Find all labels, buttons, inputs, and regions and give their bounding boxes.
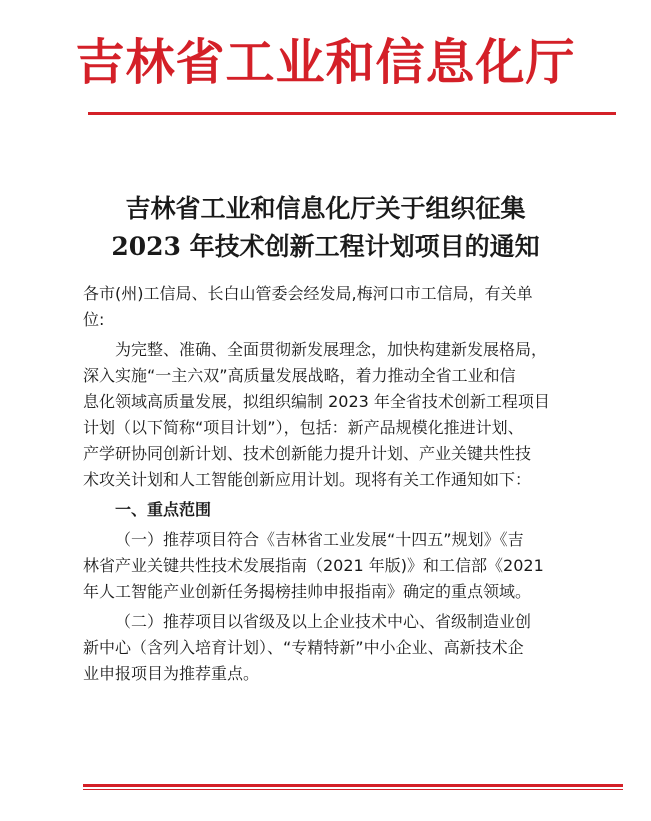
footer-red-double-rule (83, 784, 623, 789)
intro-line: 术攻关计划和人工智能创新应用计划。现将有关工作通知如下： (83, 470, 532, 489)
addressee-paragraph (83, 281, 623, 333)
addressee-line: 位: (83, 310, 105, 329)
masthead-red-rule (88, 112, 616, 115)
section-heading: 一、重点范围 (115, 500, 212, 519)
footer-rule-thin (83, 789, 623, 790)
item-1-paragraph (83, 527, 623, 605)
item-1-line: 年人工智能产业创新任务揭榜挂帅申报指南》确定的重点领域。 (83, 582, 532, 601)
intro-line: 产学研协同创新计划、技术创新能力提升计划、产业关键共性技 (83, 444, 532, 463)
footer-rule-thick (83, 784, 623, 787)
intro-line: 息化领域高质量发展，拟组织编制 2023 年全省技术创新工程项目 (83, 392, 550, 411)
item-1-line: 林省产业关键共性技术发展指南（2021 年版)》和工信部《2021 (83, 556, 544, 575)
addressee-line: 各市(州)工信局、长白山管委会经发局,梅河口市工信局，有关单 (83, 284, 533, 303)
item-2-line: 业申报项目为推荐重点。 (83, 664, 260, 683)
item-2-line: （二）推荐项目以省级及以上企业技术中心、省级制造业创 (115, 612, 532, 631)
intro-line: 为完整、准确、全面贯彻新发展理念，加快构建新发展格局， (115, 340, 548, 359)
item-2-paragraph (83, 609, 623, 687)
intro-line: 深入实施“一主六双”高质量发展战略，着力推动全省工业和信 (83, 366, 516, 385)
intro-paragraph (83, 337, 623, 493)
intro-line: 计划（以下简称“项目计划”），包括：新产品规模化推进计划、 (83, 418, 524, 437)
item-1-line: （一）推荐项目符合《吉林省工业发展“十四五”规划》《吉 (115, 530, 524, 549)
document-title-line-1: 吉林省工业和信息化厅关于组织征集 (125, 194, 526, 223)
masthead-org-name: 吉林省工业和信息化厅 (75, 33, 576, 91)
document-body (83, 281, 623, 687)
item-2-line: 新中心（含列入培育计划）、“专精特新”中小企业、高新技术企 (83, 638, 524, 657)
document-title-line-2: 2023 年技术创新工程计划项目的通知 (111, 232, 540, 261)
